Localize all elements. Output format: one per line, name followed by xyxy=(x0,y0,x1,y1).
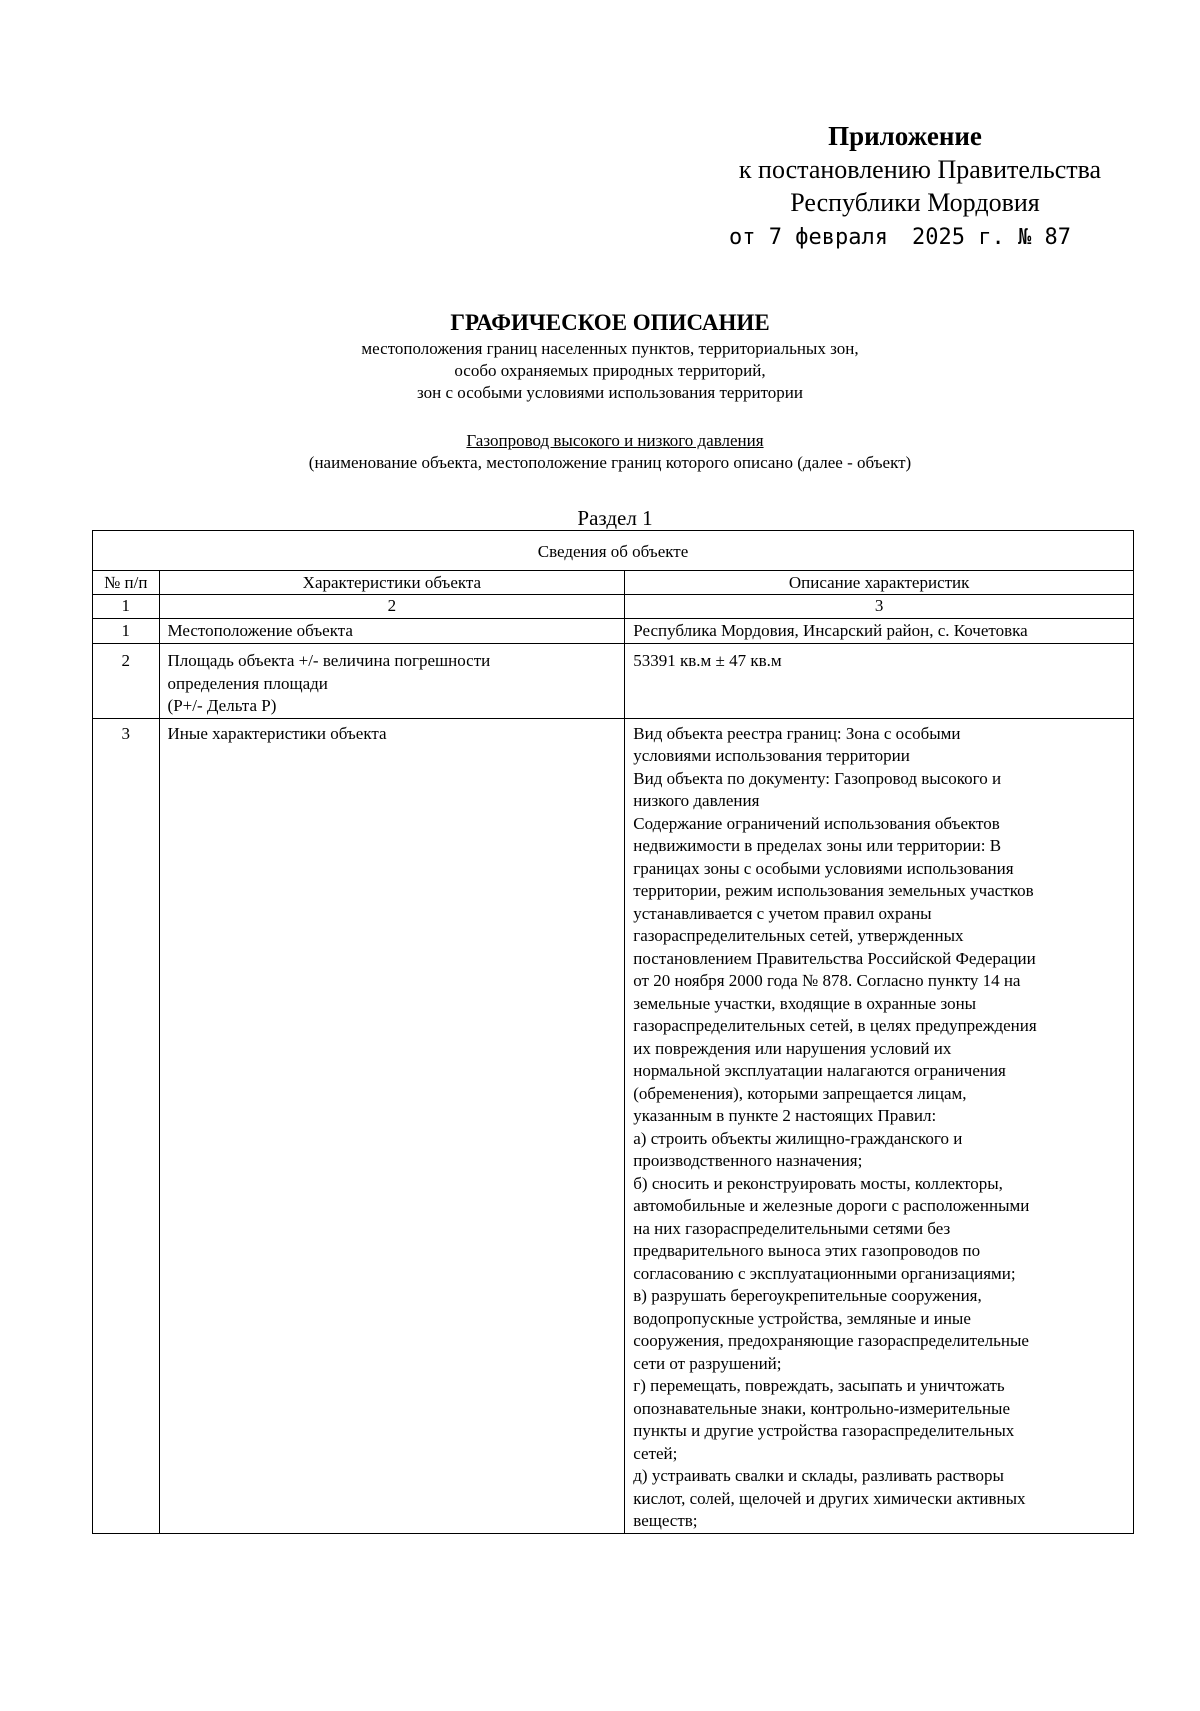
object-name-caption: (наименование объекта, местоположение границ которого описано (далее - объект) xyxy=(308,453,912,472)
description-line: г) перемещать, повреждать, засыпать и уничтожать xyxy=(633,1376,1005,1395)
table-caption-row xyxy=(93,531,1134,571)
row-number: 1 xyxy=(93,618,160,644)
characteristic-line: Местоположение объекта xyxy=(167,620,353,640)
row-characteristic xyxy=(159,618,625,644)
table-row xyxy=(93,618,1134,644)
characteristic-line: Площадь объекта +/- величина погрешности xyxy=(167,651,491,670)
description-line: Вид объекта реестра границ: Зона с особыми xyxy=(633,723,961,743)
description-line: автомобильные и железные дороги с расположенными xyxy=(633,1196,1030,1215)
description-line: Республика Мордовия, Инсарский район, с. Кочетовка xyxy=(633,620,1028,640)
object-info-table xyxy=(92,530,1134,1534)
description-line: на них газораспределительными сетями без xyxy=(633,1218,951,1238)
description-line: кислот, солей, щелочей и других химически активных xyxy=(633,1488,1026,1508)
row-description xyxy=(625,718,1134,1533)
row-characteristic xyxy=(159,718,625,1533)
document-heading xyxy=(0,308,1200,404)
table-caption: Сведения об объекте xyxy=(93,531,1134,571)
row-characteristic xyxy=(159,644,625,719)
description-line: Содержание ограничений использования объектов xyxy=(633,813,1000,833)
column-number-2: 2 xyxy=(159,595,625,619)
appendix-title: Приложение xyxy=(828,121,982,151)
description-line: 53391 кв.м ± 47 кв.м xyxy=(633,651,782,670)
document-subtitle-3: зон с особыми условиями использования территории xyxy=(417,383,803,402)
appendix-date-prefix: от 7 февраля xyxy=(729,225,888,250)
row-description xyxy=(625,644,1134,719)
appendix-date-suffix: 2025 г. № 87 xyxy=(912,225,1071,250)
description-line: в) разрушать берегоукрепительные сооружения, xyxy=(633,1286,982,1305)
description-line: сети от разрушений; xyxy=(633,1353,782,1373)
row-description xyxy=(625,618,1134,644)
description-line: газораспределительных сетей, утвержденных xyxy=(633,926,964,945)
description-line: Вид объекта по документу: Газопровод высокого и xyxy=(633,768,1002,788)
description-line: от 20 ноября 2000 года № 878. Согласно пункту 14 на xyxy=(633,971,1021,990)
description-line: нормальной эксплуатации налагаются ограничения xyxy=(633,1061,1006,1080)
description-line: производственного назначения; xyxy=(633,1151,863,1170)
description-line: территории, режим использования земельных участков xyxy=(633,881,1034,900)
description-line: а) строить объекты жилищно-гражданского и xyxy=(633,1128,963,1148)
header-number: № п/п xyxy=(93,570,160,595)
description-line: пункты и другие устройства газораспределительных xyxy=(633,1421,1015,1440)
description-line: постановлением Правительства Российской Федерации xyxy=(633,948,1036,968)
column-number-1: 1 xyxy=(93,595,160,619)
description-line: д) устраивать свалки и склады, разливать растворы xyxy=(633,1466,1004,1485)
description-line: веществ; xyxy=(633,1511,698,1530)
header-description: Описание характеристик xyxy=(625,570,1134,595)
description-line: земельные участки, входящие в охранные зоны xyxy=(633,993,977,1013)
column-number-3: 3 xyxy=(625,595,1134,619)
description-line: указанным в пункте 2 настоящих Правил: xyxy=(633,1106,937,1125)
document-subtitle-1: местоположения границ населенных пунктов, территориальных зон, xyxy=(361,339,859,358)
object-name: Газопровод высокого и низкого давления xyxy=(466,431,764,450)
appendix-date xyxy=(660,221,1140,254)
characteristic-line: определения площади xyxy=(167,673,328,693)
description-line: сооружения, предохраняющие газораспределительные xyxy=(633,1331,1029,1350)
document-subtitle-2: особо охраняемых природных территорий, xyxy=(454,361,766,380)
appendix-line-2: к постановлению Правительства xyxy=(738,155,1102,184)
description-line: низкого давления xyxy=(633,791,760,810)
section-title: Раздел 1 xyxy=(577,506,653,530)
description-line: сетей; xyxy=(633,1443,678,1463)
description-line: условиями использования территории xyxy=(633,746,910,765)
row-number: 3 xyxy=(93,718,160,1533)
description-line: б) сносить и реконструировать мосты, коллекторы, xyxy=(633,1173,1003,1193)
description-line: границах зоны с особыми условиями использования xyxy=(633,858,1014,878)
description-line: их повреждения или нарушения условий их xyxy=(633,1038,952,1058)
description-line: опознавательные знаки, контрольно-измерительные xyxy=(633,1398,1011,1418)
description-line: устанавливается с учетом правил охраны xyxy=(633,903,932,923)
table-row xyxy=(93,718,1134,1533)
description-line: согласованию с эксплуатационными организациями; xyxy=(633,1263,1016,1283)
characteristic-line: (Р+/- Дельта Р) xyxy=(167,696,277,715)
appendix-line-3: Республики Мордовия xyxy=(790,188,1040,217)
row-number: 2 xyxy=(93,644,160,719)
document-title: ГРАФИЧЕСКОЕ ОПИСАНИЕ xyxy=(450,310,770,335)
description-line: водопропускные устройства, земляные и иные xyxy=(633,1308,971,1328)
description-line: предварительного выноса этих газопроводов по xyxy=(633,1241,981,1260)
appendix-block xyxy=(700,120,1140,254)
header-characteristic: Характеристики объекта xyxy=(159,570,625,595)
object-name-block xyxy=(0,430,1200,474)
column-number-row xyxy=(93,595,1134,619)
description-line: (обременения), которыми запрещается лицам, xyxy=(633,1083,967,1103)
description-line: газораспределительных сетей, в целях предупреждения xyxy=(633,1016,1037,1035)
table-header-row xyxy=(93,570,1134,595)
characteristic-line: Иные характеристики объекта xyxy=(167,723,387,743)
table-row xyxy=(93,644,1134,719)
description-line: недвижимости в пределах зоны или территории: В xyxy=(633,836,1002,855)
